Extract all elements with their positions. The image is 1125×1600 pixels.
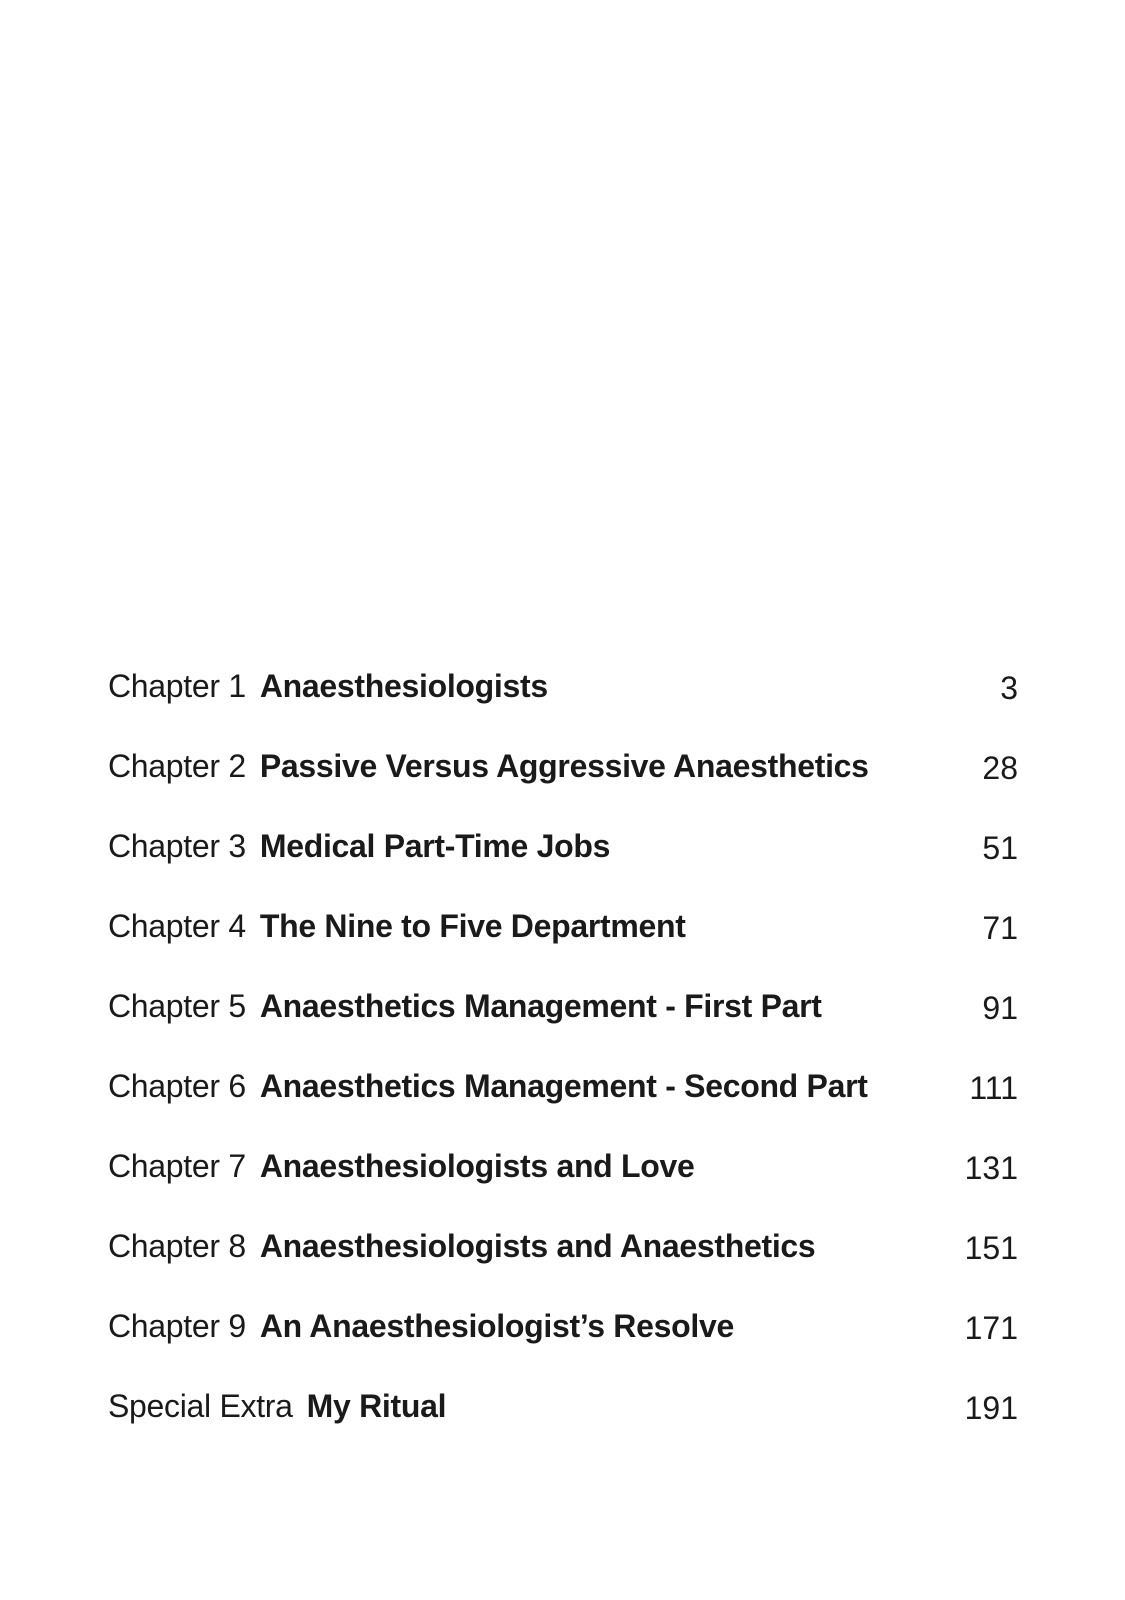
toc-entry-chapter-4 [108, 902, 1018, 982]
toc-entry-special-extra [108, 1382, 1018, 1462]
chapter-title: Anaesthetics Management - Second Part [259, 1068, 868, 1104]
page-number: 131 [964, 1150, 1018, 1186]
page-number: 111 [969, 1070, 1018, 1106]
chapter-label: Chapter 2 [108, 748, 246, 784]
chapter-label: Chapter 1 [108, 668, 246, 704]
page-number: 51 [982, 830, 1018, 866]
toc-entry-chapter-6 [108, 1062, 1018, 1142]
toc-entry-chapter-3 [108, 822, 1018, 902]
page-number: 71 [982, 910, 1018, 946]
chapter-title: Passive Versus Aggressive Anaesthetics [259, 748, 869, 784]
toc-entry-chapter-1 [108, 662, 1018, 742]
chapter-label: Special Extra [108, 1388, 293, 1424]
chapter-title: Anaesthesiologists and Anaesthetics [259, 1228, 816, 1264]
toc-entry-chapter-2 [108, 742, 1018, 822]
toc-entry-chapter-8 [108, 1222, 1018, 1302]
chapter-label: Chapter 9 [108, 1308, 246, 1344]
toc-entry-chapter-5 [108, 982, 1018, 1062]
chapter-title: Medical Part-Time Jobs [259, 828, 611, 864]
chapter-title: The Nine to Five Department [259, 908, 686, 944]
page-number: 91 [982, 990, 1018, 1026]
chapter-title: Anaesthesiologists [259, 668, 548, 704]
chapter-label: Chapter 3 [108, 828, 246, 864]
chapter-label: Chapter 4 [108, 908, 246, 944]
chapter-label: Chapter 6 [108, 1068, 246, 1104]
table-of-contents [108, 662, 1018, 1462]
chapter-label: Chapter 7 [108, 1148, 246, 1184]
chapter-title: My Ritual [306, 1388, 447, 1424]
toc-entry-chapter-9 [108, 1302, 1018, 1382]
chapter-title: An Anaesthesiologist’s Resolve [259, 1308, 734, 1344]
toc-entry-chapter-7 [108, 1142, 1018, 1222]
chapter-label: Chapter 5 [108, 988, 246, 1024]
page-number: 171 [964, 1310, 1018, 1346]
page-number: 28 [982, 750, 1018, 786]
page-number: 151 [964, 1230, 1018, 1266]
page-number: 191 [964, 1390, 1018, 1426]
chapter-title: Anaesthesiologists and Love [259, 1148, 695, 1184]
chapter-label: Chapter 8 [108, 1228, 246, 1264]
page-number: 3 [1000, 670, 1018, 706]
chapter-title: Anaesthetics Management - First Part [259, 988, 822, 1024]
